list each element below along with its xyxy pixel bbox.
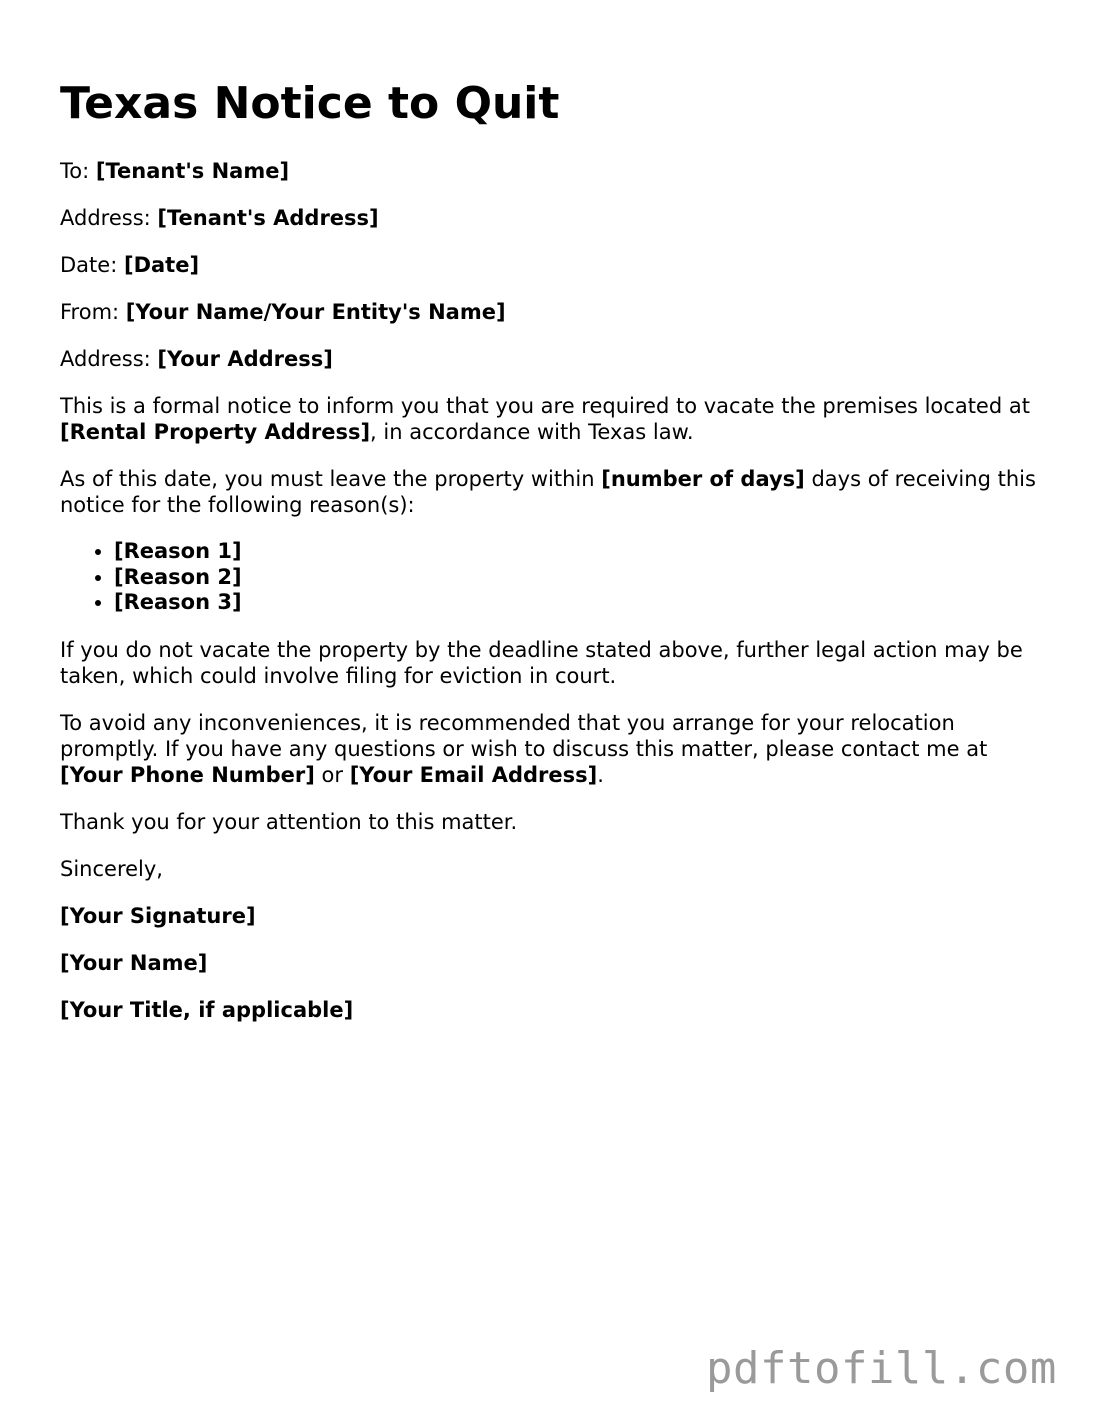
signature-text: [Your Signature] [60, 903, 256, 928]
title-placeholder [60, 997, 1050, 1023]
contact-text: To avoid any inconveniences, it is recommended that you arrange for your relocation promptly. If you have any questions or wish to discuss this matter, please contact me at [60, 710, 988, 761]
document-body [60, 158, 1050, 1044]
contact-period: . [597, 762, 604, 787]
contact-or: or [321, 762, 344, 787]
notice-text-end: , in accordance with Texas law. [370, 420, 694, 444]
tenant-name-placeholder: [Tenant's Name] [95, 159, 290, 183]
deadline-text: As of this date, you must leave the property within [60, 467, 595, 491]
sender-name-placeholder: [Your Name/Your Entity's Name] [125, 300, 506, 324]
signature-placeholder [60, 903, 1050, 929]
from-line [60, 299, 1050, 325]
tenant-address-placeholder: [Tenant's Address] [157, 206, 379, 230]
name-text: [Your Name] [60, 950, 208, 975]
thanks-paragraph: Thank you for your attention to this matter. [60, 809, 518, 834]
email-placeholder: [Your Email Address] [349, 762, 598, 787]
name-placeholder [60, 950, 1050, 976]
date-line [60, 252, 1050, 278]
date-placeholder: [Date] [123, 253, 200, 277]
reasons-list [60, 539, 1050, 616]
tenant-address-line [60, 205, 1050, 231]
phone-placeholder: [Your Phone Number] [60, 762, 315, 787]
tenant-address-label: Address: [60, 206, 151, 230]
sender-address-label: Address: [60, 347, 151, 371]
watermark: pdftofill.com [706, 1343, 1057, 1394]
closing: Sincerely, [60, 856, 163, 881]
contact-paragraph [60, 710, 1050, 788]
sender-address-line [60, 346, 1050, 372]
to-label: To: [60, 159, 90, 183]
list-item: • [Reason 2] [114, 565, 1050, 591]
sender-address-placeholder: [Your Address] [157, 347, 333, 371]
notice-text: This is a formal notice to inform you that you are required to vacate the premises located at [60, 394, 1030, 418]
legal-action-paragraph: If you do not vacate the property by the deadline stated above, further legal action may be taken, which could involve filing for eviction in court. [60, 637, 1023, 688]
document-title: Texas Notice to Quit [60, 78, 560, 129]
title-text: [Your Title, if applicable] [60, 997, 354, 1022]
date-label: Date: [60, 253, 118, 277]
deadline-paragraph [60, 466, 1050, 518]
deadline-text-end: days of receiving this notice for the following reason(s): [60, 467, 1036, 517]
from-label: From: [60, 300, 120, 324]
list-item: • [Reason 1] [114, 539, 1050, 565]
list-item: • [Reason 3] [114, 590, 1050, 616]
days-placeholder: [number of days] [601, 467, 805, 491]
rental-address-placeholder: [Rental Property Address] [60, 420, 371, 444]
to-line [60, 158, 1050, 184]
notice-paragraph [60, 393, 1050, 445]
